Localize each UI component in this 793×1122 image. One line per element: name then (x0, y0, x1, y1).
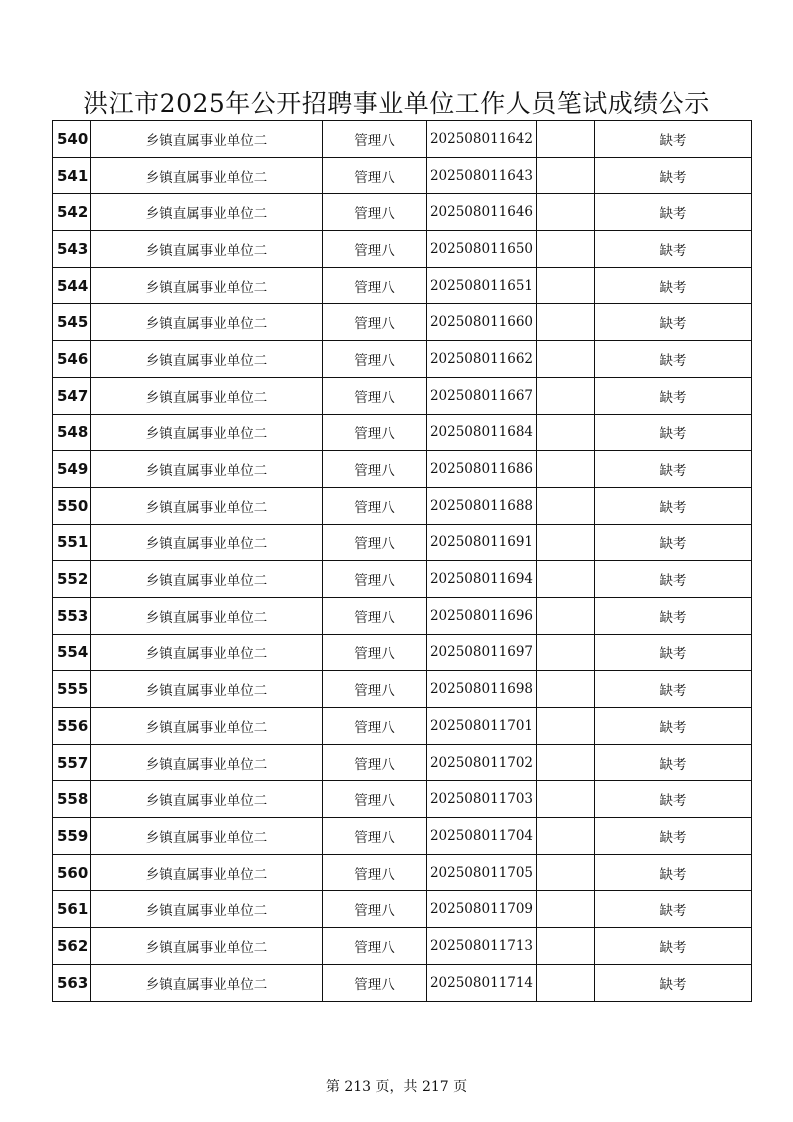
ticket-number-cell: 202508011686 (427, 451, 537, 488)
score-cell (537, 744, 595, 781)
table-row (53, 487, 752, 524)
score-cell (537, 194, 595, 231)
row-number: 563 (53, 964, 91, 1001)
score-cell (537, 524, 595, 561)
table-row (53, 781, 752, 818)
unit-cell: 乡镇直属事业单位二 (91, 597, 323, 634)
ticket-number-cell: 202508011642 (427, 121, 537, 158)
remark-cell: 缺考 (595, 157, 752, 194)
position-cell: 管理八 (323, 708, 427, 745)
table-row (53, 267, 752, 304)
remark-cell: 缺考 (595, 634, 752, 671)
ticket-number-cell: 202508011688 (427, 487, 537, 524)
unit-cell: 乡镇直属事业单位二 (91, 377, 323, 414)
remark-cell: 缺考 (595, 561, 752, 598)
position-cell: 管理八 (323, 194, 427, 231)
remark-cell: 缺考 (595, 451, 752, 488)
position-cell: 管理八 (323, 231, 427, 268)
table-row (53, 597, 752, 634)
score-cell (537, 231, 595, 268)
remark-cell: 缺考 (595, 487, 752, 524)
table-row (53, 414, 752, 451)
row-number: 549 (53, 451, 91, 488)
remark-cell: 缺考 (595, 524, 752, 561)
unit-cell: 乡镇直属事业单位二 (91, 231, 323, 268)
position-cell: 管理八 (323, 671, 427, 708)
unit-cell: 乡镇直属事业单位二 (91, 818, 323, 855)
score-cell (537, 671, 595, 708)
remark-cell: 缺考 (595, 818, 752, 855)
ticket-number-cell: 202508011660 (427, 304, 537, 341)
remark-cell: 缺考 (595, 194, 752, 231)
score-cell (537, 377, 595, 414)
score-cell (537, 341, 595, 378)
position-cell: 管理八 (323, 451, 427, 488)
score-table (52, 120, 752, 1002)
remark-cell: 缺考 (595, 854, 752, 891)
row-number: 546 (53, 341, 91, 378)
remark-cell: 缺考 (595, 231, 752, 268)
table-row (53, 451, 752, 488)
table-row (53, 964, 752, 1001)
row-number: 560 (53, 854, 91, 891)
score-cell (537, 928, 595, 965)
row-number: 545 (53, 304, 91, 341)
unit-cell: 乡镇直属事业单位二 (91, 194, 323, 231)
score-cell (537, 267, 595, 304)
ticket-number-cell: 202508011705 (427, 854, 537, 891)
row-number: 544 (53, 267, 91, 304)
row-number: 552 (53, 561, 91, 598)
table-row (53, 304, 752, 341)
table-row (53, 524, 752, 561)
position-cell: 管理八 (323, 854, 427, 891)
unit-cell: 乡镇直属事业单位二 (91, 561, 323, 598)
table-row (53, 671, 752, 708)
score-cell (537, 121, 595, 158)
remark-cell: 缺考 (595, 964, 752, 1001)
position-cell: 管理八 (323, 157, 427, 194)
remark-cell: 缺考 (595, 341, 752, 378)
table-row (53, 157, 752, 194)
row-number: 541 (53, 157, 91, 194)
ticket-number-cell: 202508011698 (427, 671, 537, 708)
position-cell: 管理八 (323, 524, 427, 561)
position-cell: 管理八 (323, 414, 427, 451)
ticket-number-cell: 202508011662 (427, 341, 537, 378)
ticket-number-cell: 202508011714 (427, 964, 537, 1001)
unit-cell: 乡镇直属事业单位二 (91, 524, 323, 561)
position-cell: 管理八 (323, 818, 427, 855)
remark-cell: 缺考 (595, 928, 752, 965)
table-row (53, 377, 752, 414)
row-number: 551 (53, 524, 91, 561)
score-table-body (53, 121, 752, 1002)
ticket-number-cell: 202508011704 (427, 818, 537, 855)
ticket-number-cell: 202508011702 (427, 744, 537, 781)
position-cell: 管理八 (323, 964, 427, 1001)
row-number: 550 (53, 487, 91, 524)
score-cell (537, 451, 595, 488)
row-number: 558 (53, 781, 91, 818)
remark-cell: 缺考 (595, 267, 752, 304)
table-row (53, 634, 752, 671)
table-row (53, 928, 752, 965)
ticket-number-cell: 202508011650 (427, 231, 537, 268)
position-cell: 管理八 (323, 341, 427, 378)
table-row (53, 708, 752, 745)
ticket-number-cell: 202508011694 (427, 561, 537, 598)
ticket-number-cell: 202508011696 (427, 597, 537, 634)
score-cell (537, 854, 595, 891)
score-cell (537, 891, 595, 928)
position-cell: 管理八 (323, 561, 427, 598)
score-cell (537, 597, 595, 634)
score-cell (537, 964, 595, 1001)
row-number: 540 (53, 121, 91, 158)
score-cell (537, 561, 595, 598)
table-row (53, 854, 752, 891)
row-number: 555 (53, 671, 91, 708)
unit-cell: 乡镇直属事业单位二 (91, 708, 323, 745)
unit-cell: 乡镇直属事业单位二 (91, 928, 323, 965)
remark-cell: 缺考 (595, 744, 752, 781)
ticket-number-cell: 202508011643 (427, 157, 537, 194)
unit-cell: 乡镇直属事业单位二 (91, 414, 323, 451)
table-row (53, 194, 752, 231)
score-cell (537, 487, 595, 524)
unit-cell: 乡镇直属事业单位二 (91, 671, 323, 708)
position-cell: 管理八 (323, 304, 427, 341)
page-title: 洪江市2025年公开招聘事业单位工作人员笔试成绩公示 (83, 89, 710, 118)
remark-cell: 缺考 (595, 891, 752, 928)
ticket-number-cell: 202508011651 (427, 267, 537, 304)
score-cell (537, 818, 595, 855)
position-cell: 管理八 (323, 597, 427, 634)
unit-cell: 乡镇直属事业单位二 (91, 781, 323, 818)
remark-cell: 缺考 (595, 708, 752, 745)
row-number: 562 (53, 928, 91, 965)
row-number: 561 (53, 891, 91, 928)
score-cell (537, 781, 595, 818)
unit-cell: 乡镇直属事业单位二 (91, 121, 323, 158)
position-cell: 管理八 (323, 634, 427, 671)
unit-cell: 乡镇直属事业单位二 (91, 157, 323, 194)
position-cell: 管理八 (323, 744, 427, 781)
position-cell: 管理八 (323, 928, 427, 965)
ticket-number-cell: 202508011684 (427, 414, 537, 451)
ticket-number-cell: 202508011667 (427, 377, 537, 414)
table-row (53, 818, 752, 855)
row-number: 547 (53, 377, 91, 414)
table-row (53, 121, 752, 158)
position-cell: 管理八 (323, 121, 427, 158)
position-cell: 管理八 (323, 267, 427, 304)
score-cell (537, 157, 595, 194)
unit-cell: 乡镇直属事业单位二 (91, 304, 323, 341)
position-cell: 管理八 (323, 781, 427, 818)
remark-cell: 缺考 (595, 414, 752, 451)
score-cell (537, 414, 595, 451)
unit-cell: 乡镇直属事业单位二 (91, 891, 323, 928)
remark-cell: 缺考 (595, 781, 752, 818)
score-cell (537, 634, 595, 671)
ticket-number-cell: 202508011703 (427, 781, 537, 818)
remark-cell: 缺考 (595, 304, 752, 341)
ticket-number-cell: 202508011691 (427, 524, 537, 561)
table-row (53, 341, 752, 378)
unit-cell: 乡镇直属事业单位二 (91, 451, 323, 488)
row-number: 556 (53, 708, 91, 745)
table-row (53, 231, 752, 268)
unit-cell: 乡镇直属事业单位二 (91, 964, 323, 1001)
unit-cell: 乡镇直属事业单位二 (91, 744, 323, 781)
ticket-number-cell: 202508011701 (427, 708, 537, 745)
unit-cell: 乡镇直属事业单位二 (91, 487, 323, 524)
unit-cell: 乡镇直属事业单位二 (91, 634, 323, 671)
unit-cell: 乡镇直属事业单位二 (91, 854, 323, 891)
row-number: 543 (53, 231, 91, 268)
row-number: 542 (53, 194, 91, 231)
table-row (53, 891, 752, 928)
unit-cell: 乡镇直属事业单位二 (91, 341, 323, 378)
row-number: 553 (53, 597, 91, 634)
remark-cell: 缺考 (595, 377, 752, 414)
row-number: 557 (53, 744, 91, 781)
row-number: 559 (53, 818, 91, 855)
position-cell: 管理八 (323, 891, 427, 928)
unit-cell: 乡镇直属事业单位二 (91, 267, 323, 304)
row-number: 548 (53, 414, 91, 451)
remark-cell: 缺考 (595, 597, 752, 634)
row-number: 554 (53, 634, 91, 671)
score-cell (537, 708, 595, 745)
position-cell: 管理八 (323, 377, 427, 414)
ticket-number-cell: 202508011709 (427, 891, 537, 928)
score-cell (537, 304, 595, 341)
ticket-number-cell: 202508011697 (427, 634, 537, 671)
table-row (53, 561, 752, 598)
page-footer: 第 213 页，共 217 页 (325, 1079, 468, 1095)
remark-cell: 缺考 (595, 121, 752, 158)
remark-cell: 缺考 (595, 671, 752, 708)
ticket-number-cell: 202508011713 (427, 928, 537, 965)
ticket-number-cell: 202508011646 (427, 194, 537, 231)
position-cell: 管理八 (323, 487, 427, 524)
table-row (53, 744, 752, 781)
